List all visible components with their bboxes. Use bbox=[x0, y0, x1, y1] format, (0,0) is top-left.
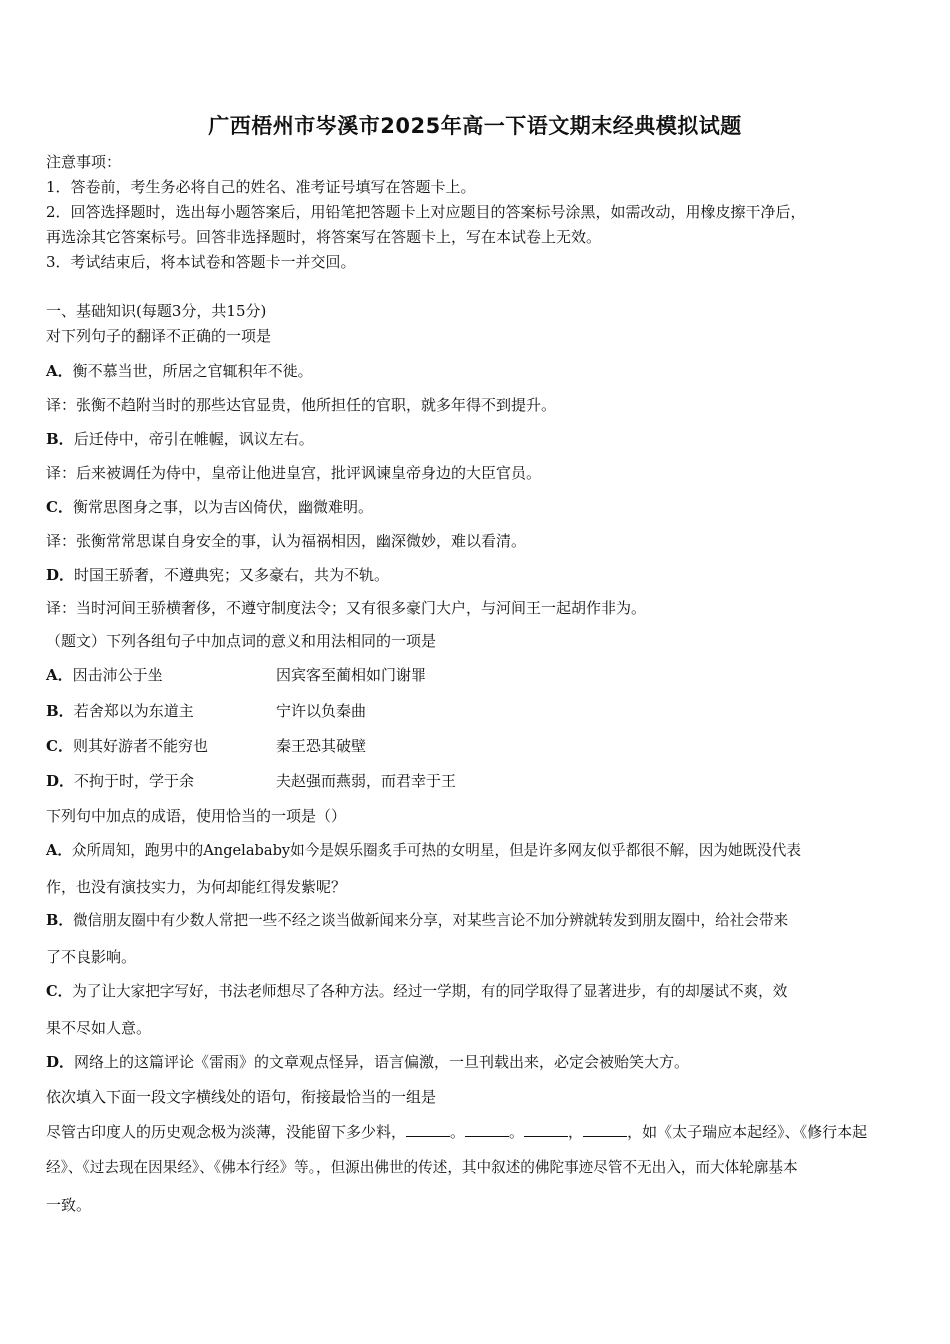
blank-separator: 。 bbox=[509, 1123, 525, 1141]
q1-option-c-translation: 译：张衡常常思谋自身安全的事，认为福祸相因，幽深微妙，难以看清。 bbox=[46, 532, 527, 550]
option-sentence-1: 因击沛公于坐 bbox=[72, 666, 163, 684]
fill-blank bbox=[406, 1122, 450, 1137]
option-label: D． bbox=[46, 566, 75, 584]
passage-text: ，如《太子瑞应本起经》、《修行本起 bbox=[627, 1123, 868, 1141]
option-label: A． bbox=[46, 842, 72, 859]
option-sentence-2: 宁许以负秦曲 bbox=[276, 702, 367, 720]
q1-option-a bbox=[46, 361, 313, 381]
blank-separator: ， bbox=[568, 1123, 584, 1141]
q3-option-a-line-2: 作，也没有演技实力，为何却能红得发紫呢？ bbox=[46, 878, 347, 896]
q3-option-d-line-1 bbox=[46, 1052, 689, 1072]
page-title: 广西梧州市岑溪市2025年高一下语文期末经典模拟试题 bbox=[208, 114, 742, 138]
q3-option-c-line-1 bbox=[46, 982, 787, 1002]
q1-option-c bbox=[46, 497, 373, 517]
q3-option-a-line-1 bbox=[46, 841, 801, 861]
blank-separator: 。 bbox=[450, 1123, 466, 1141]
option-text: 众所周知，跑男中的Angelababy如今是娱乐圈炙手可热的女明星，但是许多网友似乎都很不解，因为她既没代表 bbox=[71, 842, 801, 859]
option-label: C． bbox=[46, 983, 73, 1000]
notice-item-1: 1．答卷前，考生务必将自己的姓名、准考证号填写在答题卡上。 bbox=[46, 178, 476, 196]
q3-stem: 下列句中加点的成语，使用恰当的一项是（） bbox=[46, 807, 347, 825]
option-label: A． bbox=[46, 362, 73, 380]
option-sentence-2: 秦王恐其破壁 bbox=[276, 737, 367, 755]
option-sentence-1: 若舍郑以为东道主 bbox=[73, 702, 194, 720]
q1-option-d bbox=[46, 565, 389, 585]
q3-option-b-line-2: 了不良影响。 bbox=[46, 948, 137, 966]
option-label: D． bbox=[46, 1053, 75, 1071]
option-sentence-2: 因宾客至蔺相如门谢罪 bbox=[276, 666, 427, 684]
fill-blank bbox=[465, 1122, 509, 1137]
q3-option-c-line-2: 果不尽如人意。 bbox=[46, 1019, 152, 1037]
option-text: 后迁侍中，帝引在帷幄，讽议左右。 bbox=[73, 430, 314, 448]
passage-text: 尽管古印度人的历史观念极为淡薄，没能留下多少料， bbox=[46, 1123, 407, 1141]
notice-item-2-line-2: 再选涂其它答案标号。回答非选择题时，将答案写在答题卡上，写在本试卷上无效。 bbox=[46, 228, 602, 246]
option-text: 衡不慕当世，所居之官辄积年不徙。 bbox=[72, 362, 313, 380]
option-text: 网络上的这篇评论《雷雨》的文章观点怪异，语言偏激，一旦刊载出来，必定会被贻笑大方。 bbox=[74, 1053, 690, 1071]
q4-passage-line-1 bbox=[46, 1122, 867, 1142]
option-sentence-1: 则其好游者不能穷也 bbox=[72, 737, 208, 755]
option-sentence-1: 不拘于时，学于余 bbox=[74, 772, 195, 790]
q4-stem: 依次填入下面一段文字横线处的语句，衔接最恰当的一组是 bbox=[46, 1088, 437, 1106]
q1-option-b bbox=[46, 429, 314, 449]
option-label: A． bbox=[46, 666, 73, 684]
q4-passage-line-2: 经》、《过去现在因果经》、《佛本行经》等。，但源出佛世的传述，其中叙述的佛陀事迹尽管不无出入，而大体轮廓基本 bbox=[46, 1159, 798, 1176]
fill-blank bbox=[524, 1122, 568, 1137]
notice-item-3: 3．考试结束后，将本试卷和答题卡一并交回。 bbox=[46, 253, 356, 271]
option-label: D． bbox=[46, 772, 75, 790]
fill-blank bbox=[583, 1122, 627, 1137]
q1-option-d-translation: 译：当时河间王骄横奢侈，不遵守制度法令；又有很多豪门大户，与河间王一起胡作非为。 bbox=[46, 599, 647, 617]
q2-option-c bbox=[46, 736, 906, 756]
q2-option-b bbox=[46, 701, 906, 721]
q2-stem: （题文）下列各组句子中加点词的意义和用法相同的一项是 bbox=[46, 632, 437, 650]
section-heading: 一、基础知识(每题3分，共15分) bbox=[46, 302, 267, 320]
q2-option-a bbox=[46, 665, 906, 685]
option-label: B． bbox=[46, 430, 74, 448]
q3-option-b-line-1 bbox=[46, 911, 788, 931]
option-text: 为了让大家把字写好，书法老师想尽了各种方法。经过一学期，有的同学取得了显著进步，有的却屡试不爽，效 bbox=[72, 983, 788, 1000]
option-label: C． bbox=[46, 498, 73, 516]
q1-option-b-translation: 译：后来被调任为侍中，皇帝让他进皇宫，批评讽谏皇帝身边的大臣官员。 bbox=[46, 464, 542, 482]
notice-heading: 注意事项： bbox=[46, 153, 122, 171]
option-sentence-2: 夫赵强而燕弱，而君幸于王 bbox=[276, 772, 457, 790]
q1-option-a-translation: 译：张衡不趋附当时的那些达官显贵，他所担任的官职，就多年得不到提升。 bbox=[46, 396, 557, 414]
q4-passage-line-3: 一致。 bbox=[46, 1196, 92, 1214]
option-text: 微信朋友圈中有少数人常把一些不经之谈当做新闻来分享，对某些言论不加分辨就转发到朋友圈中，给社会带来 bbox=[72, 912, 789, 929]
option-text: 时国王骄奢，不遵典宪；又多豪右，共为不轨。 bbox=[74, 566, 390, 584]
option-label: C． bbox=[46, 737, 73, 755]
notice-item-2-line-1: 2．回答选择题时，选出每小题答案后，用铅笔把答题卡上对应题目的答案标号涂黑，如需改动，用橡皮擦干净后， bbox=[46, 203, 806, 221]
q2-option-d bbox=[46, 771, 906, 791]
option-label: B． bbox=[46, 912, 73, 929]
q1-stem: 对下列句子的翻译不正确的一项是 bbox=[46, 327, 272, 345]
option-text: 衡常思图身之事，以为吉凶倚伏，幽微难明。 bbox=[72, 498, 373, 516]
option-label: B． bbox=[46, 702, 74, 720]
